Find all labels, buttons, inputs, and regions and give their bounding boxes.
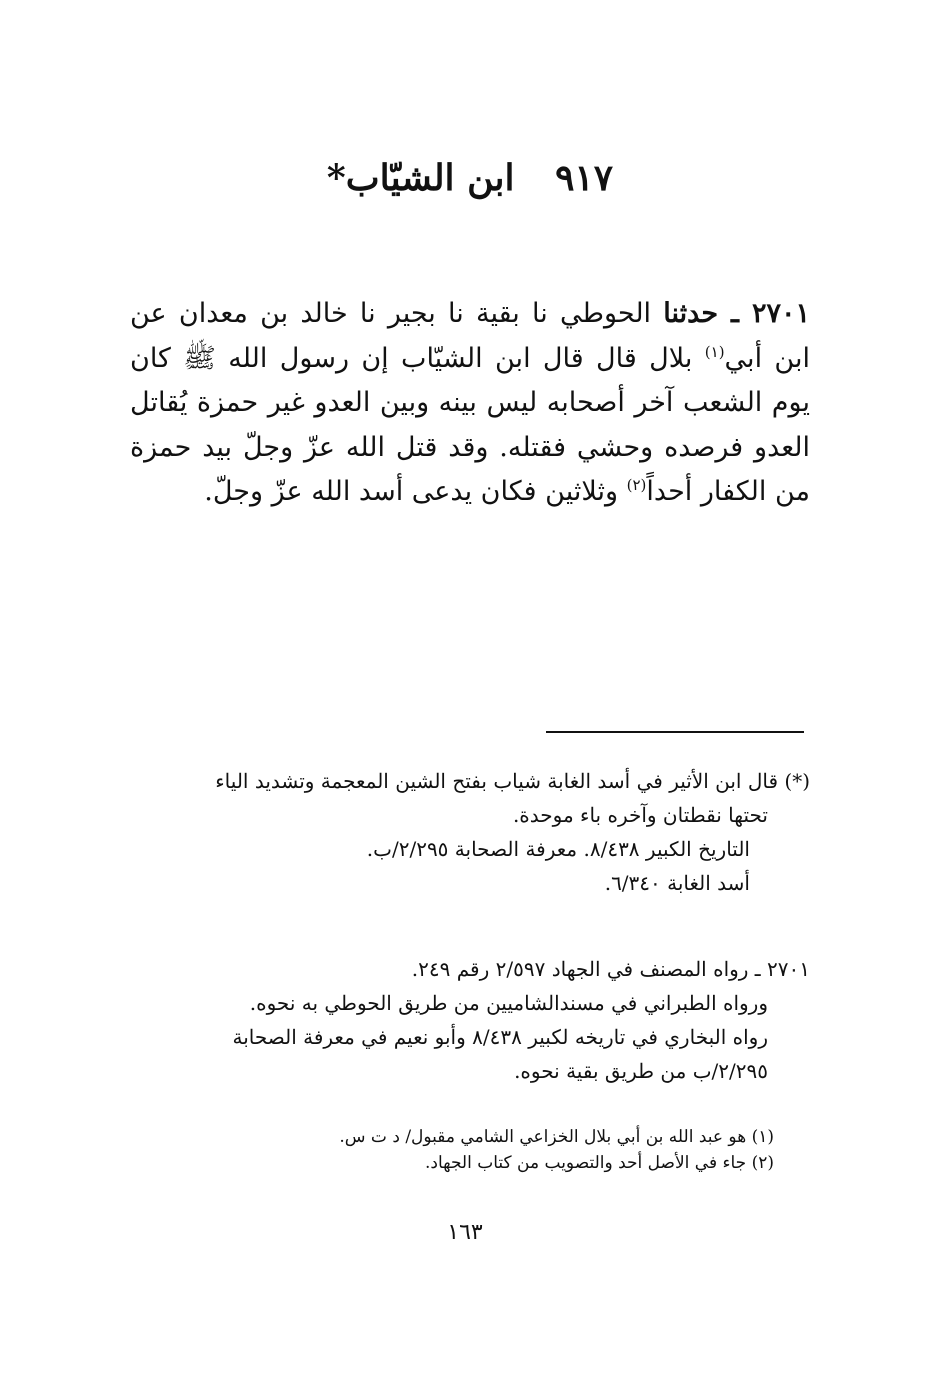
hadith-note: [130, 952, 810, 1088]
hadith-text-part-3: وثلاثين فكان يدعى أسد الله عزّ وجلّ.: [204, 476, 627, 507]
star-note-line: (*) قال ابن الأثير في أسد الغابة شياب بفتح الشين المعجمة وتشديد الياء: [215, 769, 810, 793]
page-number: ١٦٣: [447, 1220, 483, 1245]
chapter-heading: [130, 150, 810, 206]
hadith-note-line: ورواه الطبراني في مسندالشاميين من طريق الحوطي به نحوه.: [249, 991, 768, 1015]
chapter-title: ابن الشيّاب*: [326, 157, 515, 199]
star-note-line: تحتها نقطتان وآخره باء موحدة.: [512, 803, 768, 827]
numbered-footnotes: [130, 1124, 810, 1176]
hadith-note-line: ٢٧٠١ ـ رواه المصنف في الجهاد ٢/٥٩٧ رقم ٢٤٩.: [411, 957, 810, 981]
star-note-line: التاريخ الكبير ٨/٤٣٨. معرفة الصحابة ٢/٢٩٥/ب.: [366, 837, 750, 861]
footnote-ref-2: (٢): [626, 476, 647, 494]
hadith-text: [130, 292, 810, 515]
hadith-note-line: رواه البخاري في تاريخه لكبير ٨/٤٣٨ وأبو نعيم في معرفة الصحابة: [232, 1025, 768, 1049]
hadith-lead: ٢٧٠١ ـ حدثنا: [663, 298, 811, 329]
hadith-text-part-1: الحوطي نا بقية نا بجير نا خالد بن معدان عن ابن أبي: [130, 298, 810, 374]
footnote-separator: [546, 731, 804, 733]
footnote-1: (١) هو عبد الله بن أبي بلال الخزاعي الشامي مقبول/ د ت س.: [339, 1127, 774, 1147]
hadith-note-line: ٢/٢٩٥/ب من طريق بقية نحوه.: [514, 1059, 768, 1083]
chapter-number: ٩١٧: [555, 157, 614, 199]
footnote-2: (٢) جاء في الأصل أحد والتصويب من كتاب الجهاد.: [424, 1153, 774, 1173]
star-note: [130, 764, 810, 900]
hadith-text-part-2: بلال قال قال ابن الشيّاب إن رسول الله ﷺ كان يوم الشعب آخر أصحابه ليس بينه وبين العدو غير حمزة يُقاتل العدو فرصده وحشي فقتله. وقد قتل الله عزّ وجلّ بيد حمزة من الكفار أحداً: [130, 342, 810, 507]
star-note-line: أسد الغابة ٦/٣٤٠.: [604, 871, 750, 895]
footnote-ref-1: (١): [704, 342, 725, 361]
